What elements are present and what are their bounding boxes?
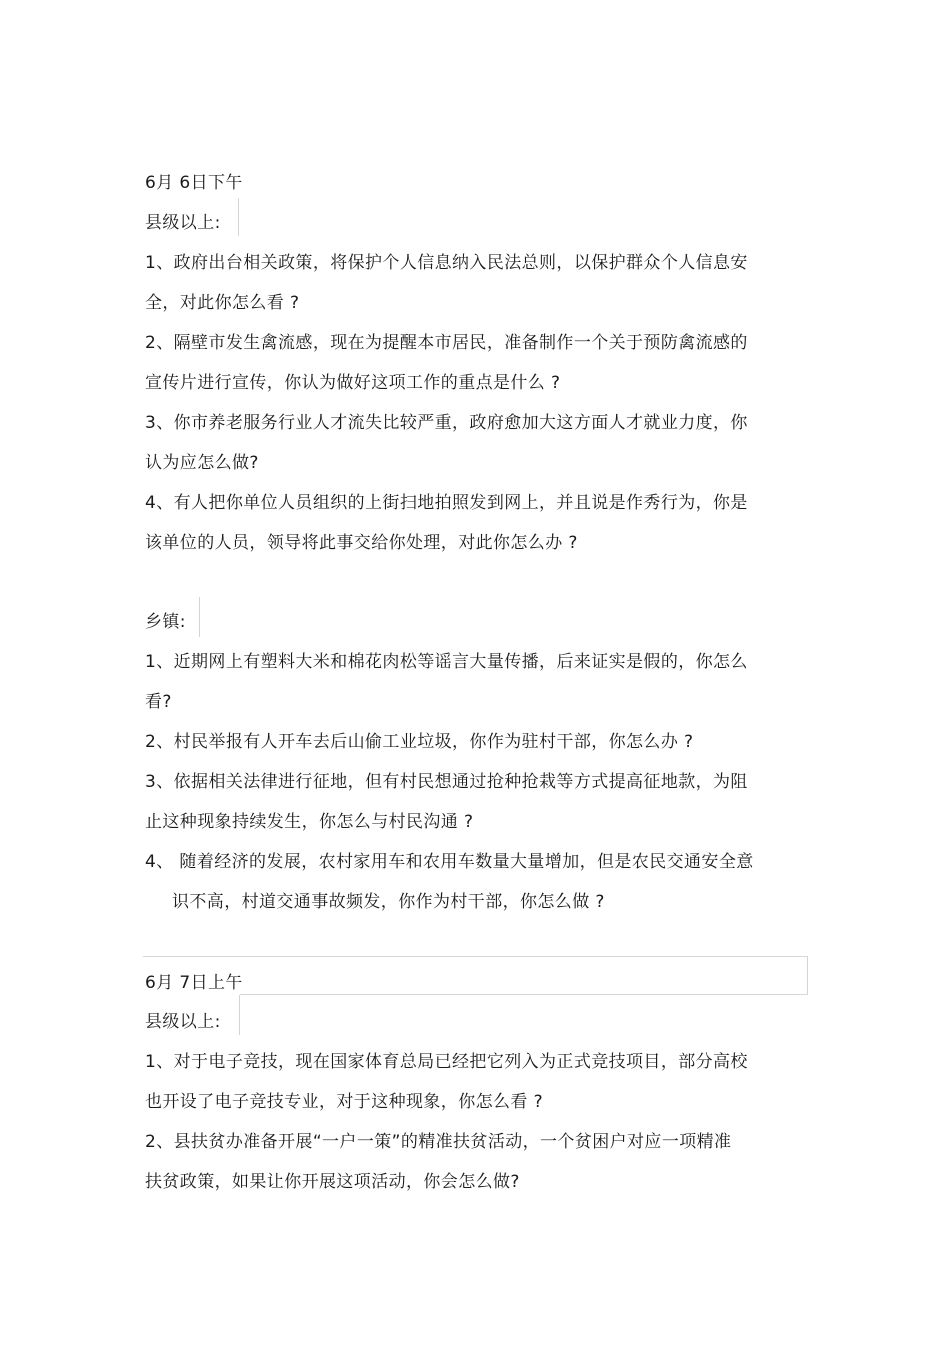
group-label: 县级以上: <box>145 1012 221 1032</box>
section-date-heading: 6月 7日上午 <box>145 973 243 993</box>
divider-line <box>238 198 239 236</box>
question-line: 2、县扶贫办准备开展“一户一策”的精准扶贫活动，一个贫困户对应一项精准 <box>145 1132 732 1152</box>
question-line: 4、 随着经济的发展，农村家用车和农用车数量大量增加，但是农民交通安全意 <box>145 852 754 872</box>
question-line: 2、村民举报有人开车去后山偷工业垃圾，你作为驻村干部，你怎么办 ? <box>145 732 694 752</box>
divider-line <box>239 995 240 1035</box>
question-line: 1、近期网上有塑料大米和棉花肉松等谣言大量传播，后来证实是假的，你怎么 <box>145 652 748 672</box>
question-line: 也开设了电子竞技专业，对于这种现象，你怎么看 ? <box>145 1092 544 1112</box>
question-line: 1、政府出台相关政策，将保护个人信息纳入民法总则，以保护群众个人信息安 <box>145 253 748 273</box>
question-line: 全，对此你怎么看 ? <box>145 293 300 313</box>
divider-line <box>199 597 200 637</box>
group-label: 县级以上: <box>145 213 221 233</box>
question-line: 止这种现象持续发生，你怎么与村民沟通 ? <box>145 812 474 832</box>
divider-line <box>807 956 808 995</box>
group-label: 乡镇: <box>145 612 186 632</box>
question-line: 4、有人把你单位人员组织的上街扫地拍照发到网上，并且说是作秀行为，你是 <box>145 493 748 513</box>
question-line: 该单位的人员，领导将此事交给你处理，对此你怎么办 ? <box>145 533 578 553</box>
question-line: 看? <box>145 692 172 712</box>
question-line: 扶贫政策，如果让你开展这项活动，你会怎么做? <box>145 1172 520 1192</box>
question-line: 3、依据相关法律进行征地，但有村民想通过抢种抢栽等方式提高征地款，为阻 <box>145 772 748 792</box>
question-line: 宣传片进行宣传，你认为做好这项工作的重点是什么 ? <box>145 373 561 393</box>
section-date-heading: 6月 6日下午 <box>145 173 243 193</box>
question-line: 3、你市养老服务行业人才流失比较严重，政府愈加大这方面人才就业力度，你 <box>145 413 748 433</box>
question-line: 认为应怎么做? <box>145 453 259 473</box>
question-line: 识不高，村道交通事故频发，你作为村干部，你怎么做 ? <box>172 892 605 912</box>
question-line: 1、对于电子竞技，现在国家体育总局已经把它列入为正式竞技项目，部分高校 <box>145 1052 748 1072</box>
question-line: 2、隔壁市发生禽流感，现在为提醒本市居民，准备制作一个关于预防禽流感的 <box>145 333 748 353</box>
divider-line <box>143 956 808 957</box>
divider-line <box>240 994 808 995</box>
